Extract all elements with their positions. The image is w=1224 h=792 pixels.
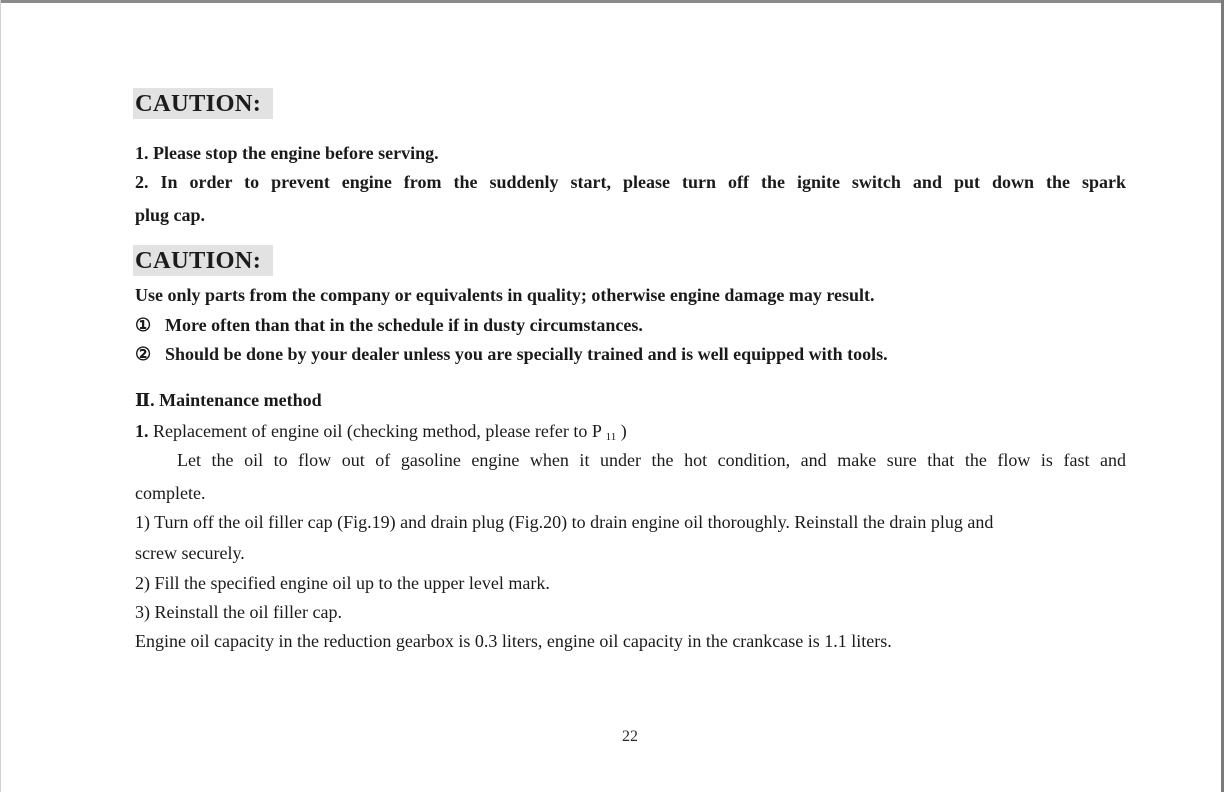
caution1-item-2-line-1 — [135, 171, 1126, 193]
step-title-text: Replacement of engine oil (checking method, please refer to P — [153, 421, 602, 441]
caution2-note-1-text: More often than that in the schedule if in dusty circumstances. — [165, 315, 643, 335]
caution2-note-2 — [135, 343, 888, 365]
substep-2: 2) Fill the specified engine oil up to the upper level mark. — [135, 573, 550, 593]
oil-capacity-note: Engine oil capacity in the reduction gearbox is 0.3 liters, engine oil capacity in the crankcase is 1.1 liters. — [135, 631, 892, 651]
caution2-intro: Use only parts from the company or equivalents in quality; otherwise engine damage may result. — [135, 285, 875, 305]
maintenance-paragraph-line-1 — [177, 449, 1126, 471]
top-border-rule — [0, 0, 1224, 3]
caution1-item-2-text: 2. In order to prevent engine from the suddenly start, please turn off the ignite switch and put down the spark — [135, 172, 1126, 192]
caution1-item-2-line-2: plug cap. — [135, 205, 206, 225]
maintenance-heading: Ⅱ. Maintenance method — [135, 390, 322, 410]
step-number: 1. — [135, 421, 149, 441]
step-close-paren: ) — [620, 421, 627, 441]
left-border-rule — [0, 0, 1, 792]
maintenance-step-1-title — [135, 420, 627, 448]
caution1-item-1: 1. Please stop the engine before serving. — [135, 143, 439, 163]
circled-one-marker: ① — [135, 315, 152, 335]
page-number: 22 — [622, 728, 638, 745]
circled-two-marker: ② — [135, 344, 152, 364]
caution2-note-1 — [135, 314, 643, 336]
maintenance-paragraph-line-2: complete. — [135, 483, 206, 503]
substep-1-line-2: screw securely. — [135, 543, 245, 563]
substep-1-line-1: 1) Turn off the oil filler cap (Fig.19) and drain plug (Fig.20) to drain engine oil thoroughly. Reinstall the drain plug and — [135, 512, 994, 532]
paragraph-text: Let the oil to flow out of gasoline engine when it under the hot condition, and make sure that the flow is fast and — [177, 450, 1126, 470]
caution2-note-2-text: Should be done by your dealer unless you are specially trained and is well equipped with tools. — [165, 344, 888, 364]
step-page-subscript: 11 — [605, 431, 617, 443]
substep-3: 3) Reinstall the oil filler cap. — [135, 602, 342, 622]
caution-heading-2: CAUTION: — [133, 245, 273, 276]
caution-heading-1: CAUTION: — [133, 88, 273, 119]
